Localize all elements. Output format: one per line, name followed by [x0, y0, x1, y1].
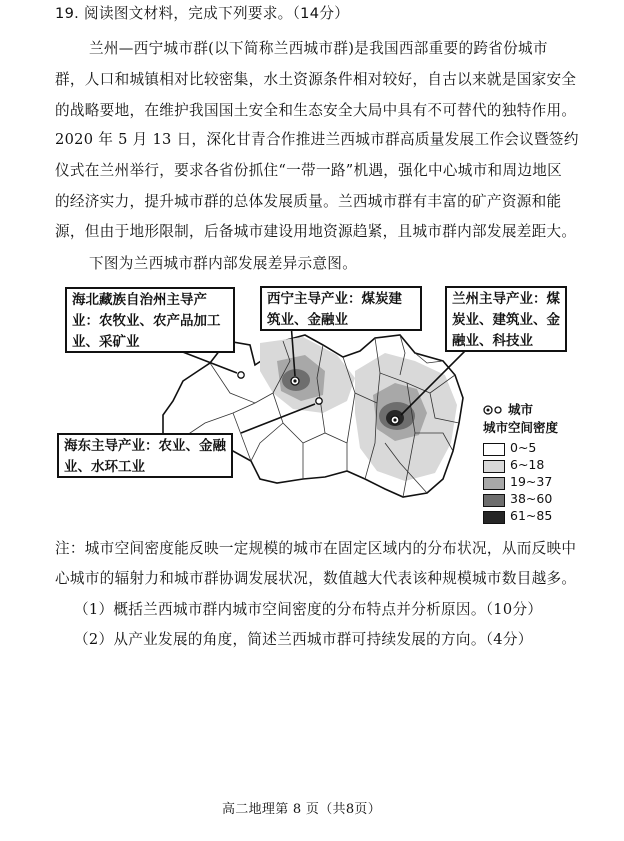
paragraph-line: 2020 年 5 月 13 日，深化甘青合作推进兰西城市群高质量发展工作会议暨签约: [55, 131, 579, 148]
paragraph-line: 兰州—西宁城市群(以下简称兰西城市群)是我国西部重要的跨省份城市: [89, 40, 548, 57]
city-marker-xining-inner: [293, 379, 296, 382]
city-marker-haibei: [238, 372, 244, 378]
legend-label: 0~5: [510, 440, 537, 455]
page-footer: 高二地理第 8 页（共8页）: [222, 802, 382, 817]
legend-row: [483, 457, 568, 474]
question-header: 19. 阅读图文材料，完成下列要求。（14分）: [55, 5, 350, 22]
callout-haidong: 海东主导产业：农业、金融业、水环工业: [57, 433, 233, 478]
paragraph-line: 群，人口和城镇相对比较密集，水土资源条件相对较好，自古以来就是国家安全: [55, 71, 577, 88]
callout-lanzhou: 兰州主导产业：煤炭业、建筑业、金融业、科技业: [445, 286, 567, 352]
legend-row: [483, 440, 568, 457]
paragraph-line: 的经济实力，提升城市群的总体发展质量。兰西城市群有丰富的矿产资源和能: [55, 193, 562, 210]
paragraph-line: 仪式在兰州举行，要求各省份抓住“一带一路”机遇，强化中心城市和周边地区: [55, 162, 563, 179]
legend-label: 19~37: [510, 474, 553, 489]
paragraph-line: 源，但由于地形限制，后备城市建设用地资源趋紧，且城市群内部发展差距大。: [55, 223, 577, 240]
legend-swatch: [483, 460, 505, 473]
legend-swatch: [483, 477, 505, 490]
figure-intro: 下图为兰西城市群内部发展差异示意图。: [89, 255, 358, 272]
city-marker-lanzhou-inner: [393, 418, 396, 421]
legend-city-label: 城市: [508, 402, 534, 417]
legend-row: [483, 508, 568, 525]
callout-haibei: 海北藏族自治州主导产业：农牧业、农产品加工业、采矿业: [65, 287, 235, 353]
development-difference-map: [55, 283, 568, 523]
sub-question-1: （1）概括兰西城市群内城市空间密度的分布特点并分析原因。（10分）: [74, 601, 543, 618]
legend-row: [483, 474, 568, 491]
note-line: 心城市的辐射力和城市群协调发展状况，数值越大代表该种规模城市数目越多。: [55, 570, 577, 587]
note-line: 注：城市空间密度能反映一定规模的城市在固定区域内的分布状况，从而反映中: [55, 540, 577, 557]
legend-swatch: [483, 443, 505, 456]
sub-question-2: （2）从产业发展的角度，简述兰西城市群可持续发展的方向。（4分）: [74, 631, 533, 648]
legend-label: 61~85: [510, 508, 553, 523]
legend-swatch: [483, 511, 505, 524]
legend-row: [483, 491, 568, 508]
map-legend: [483, 400, 568, 525]
legend-label: 6~18: [510, 457, 545, 472]
paragraph-line: 的战略要地，在维护我国国土安全和生态安全大局中具有不可替代的独特作用。: [55, 102, 577, 119]
legend-title: 城市空间密度: [483, 420, 559, 435]
callout-xining: 西宁主导产业：煤炭建筑业、金融业: [260, 286, 422, 331]
legend-swatch: [483, 494, 505, 507]
city-marker-haidong: [316, 398, 322, 404]
legend-label: 38~60: [510, 491, 553, 506]
